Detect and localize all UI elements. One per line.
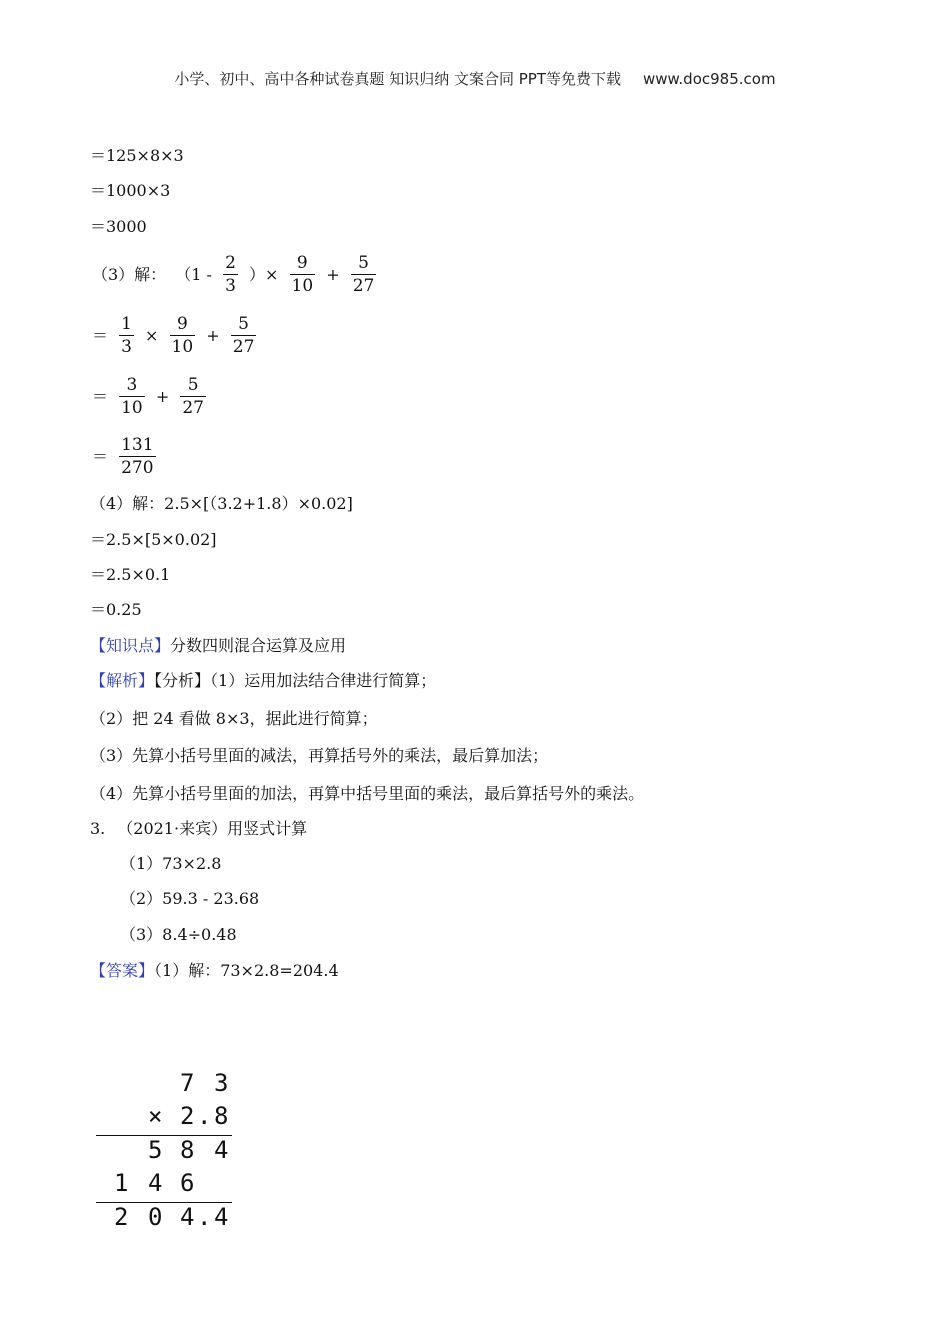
- question-text: （2021·来宾）用竖式计算: [117, 819, 308, 838]
- knowledge-text: 分数四则混合运算及应用: [170, 636, 347, 655]
- fraction: $\frac{1}{3}$: [121, 314, 132, 357]
- vertical-row: 5 8 4: [148, 1136, 229, 1164]
- analysis-line: （2）把 24 看做 8×3，据此进行简算；: [90, 709, 378, 728]
- fraction: $\frac{131}{270}$: [121, 435, 154, 478]
- vertical-multiplication: [96, 1065, 236, 1235]
- fraction: $\frac{2}{3}$: [225, 253, 236, 296]
- analysis-line: （3）先算小括号里面的减法，再算括号外的乘法，最后算加法；: [90, 746, 549, 765]
- fraction: $\frac{5}{27}$: [352, 253, 375, 296]
- analysis-tag: 【解析】: [90, 671, 155, 690]
- fraction: $\frac{5}{27}$: [232, 314, 255, 357]
- vertical-row: 2 0 4 . 4: [114, 1203, 229, 1231]
- part3-expression: [90, 252, 380, 297]
- part4-line: ＝0.25: [90, 600, 142, 619]
- answer-text: （1）解：73×2.8=204.4: [154, 961, 339, 980]
- vertical-row: 7 3: [180, 1069, 229, 1097]
- answer-line: [90, 961, 339, 981]
- question-item: （2）59.3 - 23.68: [120, 889, 260, 908]
- question-number: 3.: [90, 819, 106, 838]
- knowledge-tag: 【知识点】: [90, 636, 171, 655]
- fraction: $\frac{9}{10}$: [291, 253, 314, 296]
- part3-step1: ＝ $\frac{1}{3}$ × $\frac{9}{10}$ + $\frac{5}{27}$: [92, 314, 255, 357]
- vertical-row: 1 4 6: [114, 1169, 195, 1197]
- part4-line: ＝2.5×0.1: [90, 565, 171, 584]
- part4-line: ＝2.5×[5×0.02]: [90, 530, 217, 549]
- page-header: [0, 68, 950, 89]
- part3-step2: ＝ $\frac{3}{10}$ + $\frac{5}{27}$: [92, 375, 204, 418]
- question-item: （3）8.4÷0.48: [120, 925, 237, 944]
- part3-step3: ＝ $\frac{131}{270}$: [92, 435, 154, 478]
- part3-label: （3）解：: [92, 264, 167, 284]
- header-url: www.doc985.com: [642, 70, 776, 88]
- fraction: $\frac{9}{10}$: [171, 314, 194, 357]
- knowledge-point: [90, 636, 346, 656]
- close-paren-times: ）×: [248, 264, 279, 284]
- analysis-line: （4）先算小括号里面的加法，再算中括号里面的乘法，最后算括号外的乘法。: [90, 784, 645, 803]
- analysis-text: 【分析】（1）运用加法结合律进行简算；: [154, 671, 437, 690]
- question-3-title: [90, 819, 307, 839]
- header-left-text: 小学、初中、高中各种试卷真题 知识归纳 文案合同 PPT等免费下载: [174, 70, 621, 88]
- fraction: $\frac{3}{10}$: [121, 375, 143, 418]
- step-line: ＝1000×3: [90, 181, 171, 200]
- open-paren: （1 -: [175, 264, 212, 284]
- step-line: ＝125×8×3: [90, 146, 184, 165]
- step-line: ＝3000: [90, 217, 147, 236]
- answer-tag: 【答案】: [90, 961, 155, 980]
- fraction: $\frac{5}{27}$: [182, 375, 204, 418]
- vertical-row: × 2 . 8: [148, 1102, 229, 1130]
- analysis-line: [90, 671, 436, 691]
- part4-line: （4）解：2.5×[（3.2+1.8）×0.02]: [90, 494, 353, 513]
- question-item: （1）73×2.8: [120, 854, 222, 873]
- plus-sign: +: [326, 264, 340, 284]
